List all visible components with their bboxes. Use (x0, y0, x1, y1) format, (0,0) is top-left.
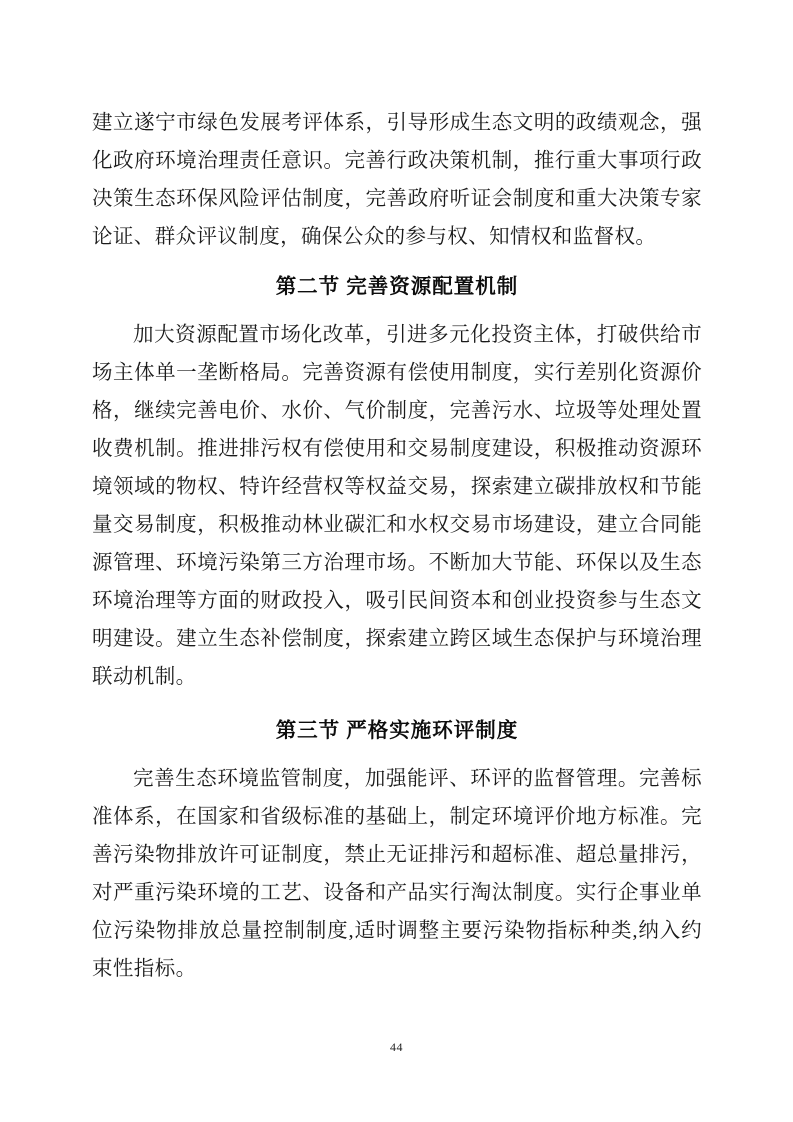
section-heading-3: 第三节 严格实施环评制度 (275, 720, 519, 742)
body-paragraph-3: 完善生态环境监管制度，加强能评、环评的监督管理。完善标准体系，在国家和省级标准的基础上，制定环境评价地方标准。完善污染物排放许可证制度，禁止无证排污和超标准、超总量排污，对严重污染环境的工艺、设备和产品实行淘汰制度。实行企事业单位污染物排放总量控制制度,适时调整主要污染物指标种类,纳入约束性指标。 (92, 768, 702, 980)
body-paragraph-2: 加大资源配置市场化改革，引进多元化投资主体，打破供给市场主体单一垄断格局。完善资源有偿使用制度，实行差别化资源价格，继续完善电价、水价、气价制度，完善污水、垃圾等处理处置收费机制。推进排污权有偿使用和交易制度建设，积极推动资源环境领域的物权、特许经营权等权益交易，探索建立碳排放权和节能量交易制度，积极推动林业碳汇和水权交易市场建设，建立合同能源管理、环境污染第三方治理市场。不断加大节能、环保以及生态环境治理等方面的财政投入，吸引民间资本和创业投资参与生态文明建设。建立生态补偿制度，探索建立跨区域生态保护与环境治理联动机制。 (92, 324, 702, 688)
page-number: 44 (390, 1040, 403, 1054)
body-paragraph-1: 建立遂宁市绿色发展考评体系，引导形成生态文明的政绩观念，强化政府环境治理责任意识。完善行政决策机制，推行重大事项行政决策生态环保风险评估制度，完善政府听证会制度和重大决策专家论证、群众评议制度，确保公众的参与权、知情权和监督权。 (92, 112, 702, 248)
spacer (92, 696, 702, 706)
page-content (92, 104, 702, 988)
section-heading-2: 第二节 完善资源配置机制 (275, 276, 519, 298)
